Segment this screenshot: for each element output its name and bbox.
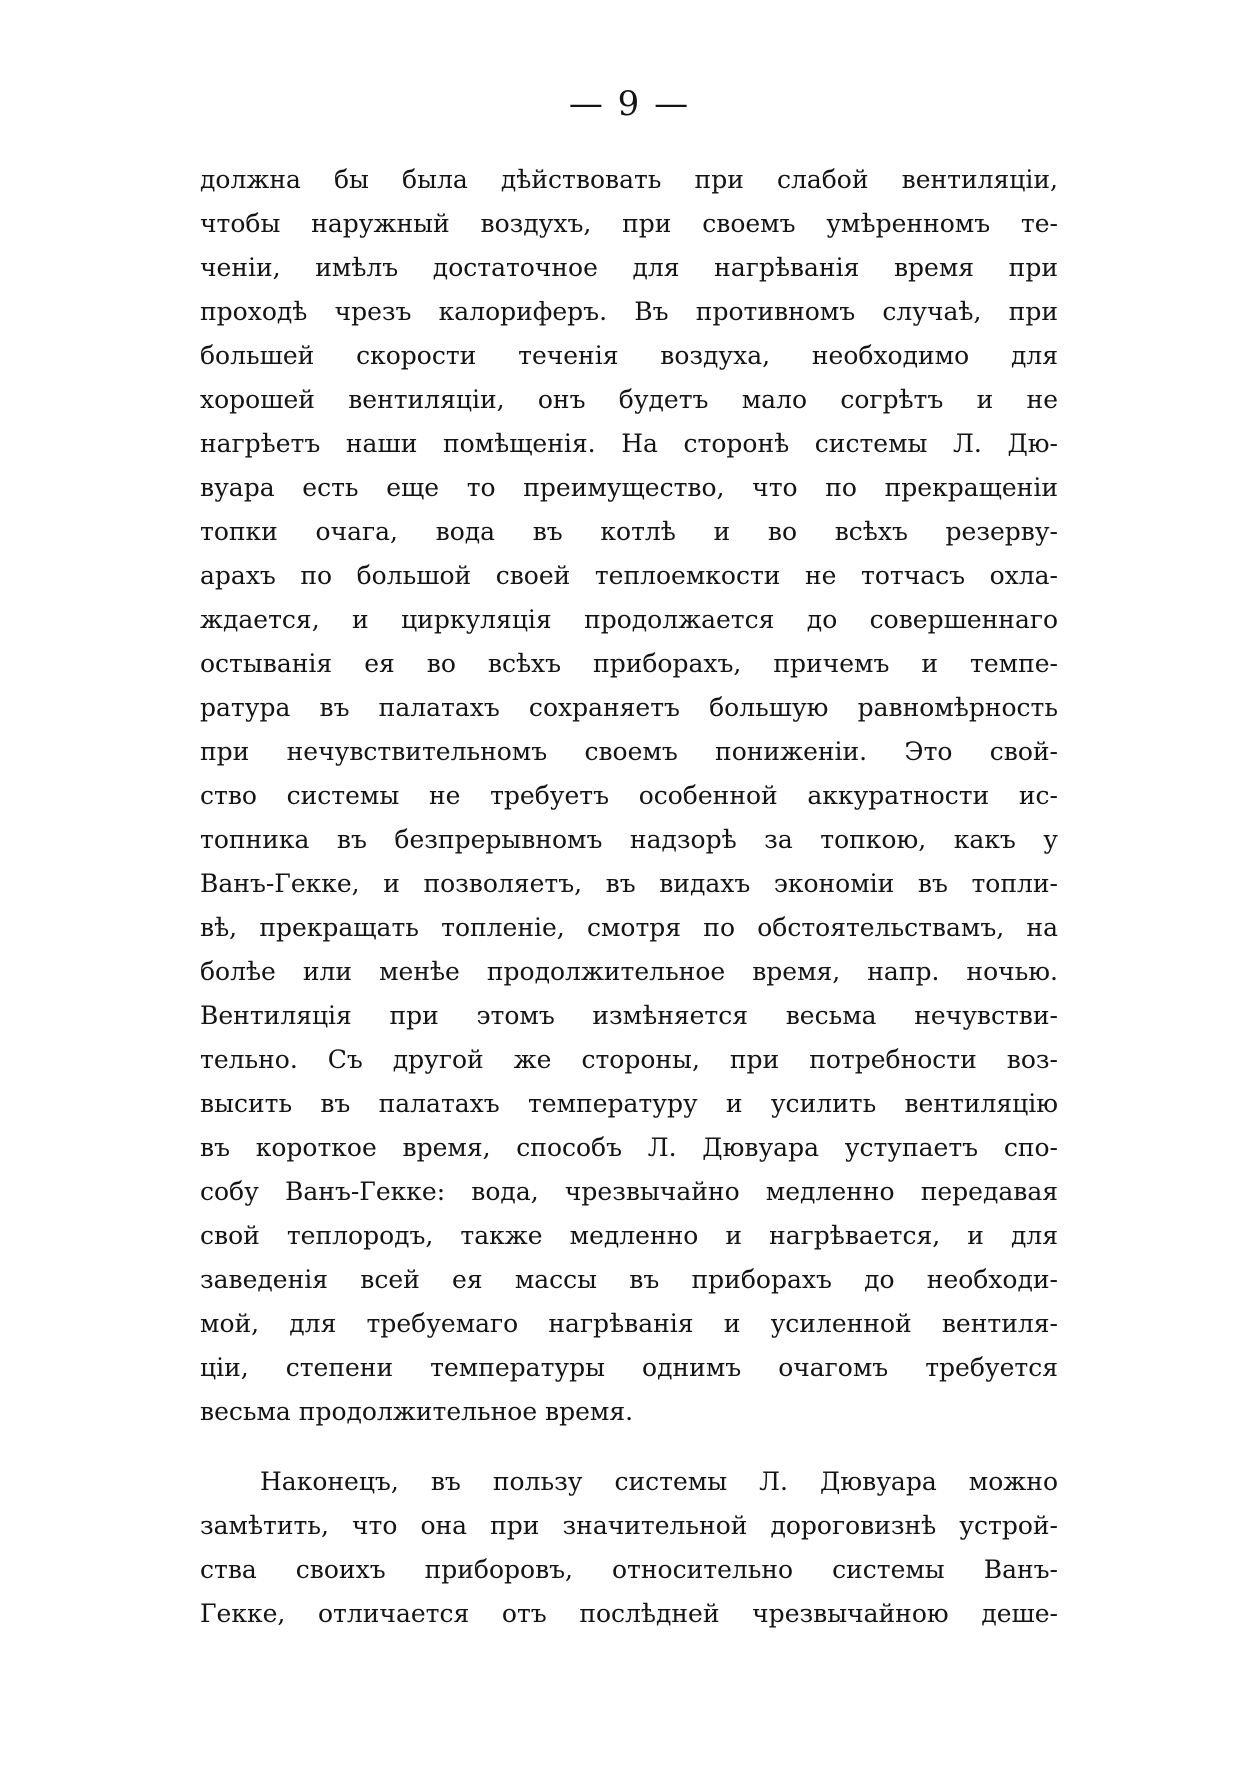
- text-line: большей скорости теченія воздуха, необходимо для: [200, 341, 1058, 370]
- text-line: ратура въ палатахъ сохраняетъ большую равномѣрность: [200, 693, 1058, 722]
- text-line: должна бы была дѣйствовать при слабой вентиляціи,: [200, 165, 1058, 194]
- text-line: топника въ безпрерывномъ надзорѣ за топкою, какъ у: [200, 825, 1058, 854]
- text-line: ства своихъ приборовъ, относительно системы Ванъ-: [200, 1555, 1058, 1584]
- text-line: хорошей вентиляціи, онъ будетъ мало согрѣтъ и не: [200, 385, 1058, 414]
- text-line: Ванъ-Гекке, и позволяетъ, въ видахъ экономіи въ топли-: [200, 869, 1058, 898]
- text-line: замѣтить, что она при значительной дороговизнѣ устрой-: [200, 1511, 1058, 1540]
- text-line: тельно. Съ другой же стороны, при потребности воз-: [200, 1045, 1058, 1074]
- text-line: Вентиляція при этомъ измѣняется весьма нечувстви-: [200, 1001, 1058, 1030]
- paragraph-1: [200, 158, 1058, 1434]
- text-line: нагрѣетъ наши помѣщенія. На сторонѣ системы Л. Дю-: [200, 429, 1058, 458]
- page-number: — 9 —: [568, 84, 691, 124]
- text-line: болѣе или менѣе продолжительное время, напр. ночью.: [200, 957, 1058, 986]
- paragraph-2: [200, 1460, 1058, 1636]
- text-line: проходѣ чрезъ калориферъ. Въ противномъ случаѣ, при: [200, 297, 1058, 326]
- text-line: арахъ по большой своей теплоемкости не тотчасъ охла-: [200, 561, 1058, 590]
- text-line: ченіи, имѣлъ достаточное для нагрѣванія время при: [200, 253, 1058, 282]
- text-line: Наконецъ, въ пользу системы Л. Дювуара можно: [260, 1467, 1058, 1496]
- text-line: собу Ванъ-Гекке: вода, чрезвычайно медленно передавая: [200, 1177, 1058, 1206]
- text-line: чтобы наружный воздухъ, при своемъ умѣренномъ те-: [200, 209, 1058, 238]
- text-line: мой, для требуемаго нагрѣванія и усиленной вентиля-: [200, 1309, 1058, 1338]
- text-line: ціи, степени температуры однимъ очагомъ требуется: [200, 1353, 1058, 1382]
- text-line: высить въ палатахъ температуру и усилить вентиляцію: [200, 1089, 1058, 1118]
- text-line: свой теплородъ, также медленно и нагрѣвается, и для: [200, 1221, 1058, 1250]
- text-line: вѣ, прекращать топленіе, смотря по обстоятельствамъ, на: [200, 913, 1058, 942]
- text-line: топки очага, вода въ котлѣ и во всѣхъ резерву-: [200, 517, 1058, 546]
- text-line: вуара есть еще то преимущество, что по прекращеніи: [200, 473, 1058, 502]
- text-line: въ короткое время, способъ Л. Дювуара уступаетъ спо-: [200, 1133, 1058, 1162]
- text-line: при нечувствительномъ своемъ пониженіи. Это свой-: [200, 737, 1058, 766]
- text-line: остыванія ея во всѣхъ приборахъ, причемъ и темпе-: [200, 649, 1058, 678]
- text-line: весьма продолжительное время.: [200, 1397, 634, 1426]
- text-line: заведенія всей ея массы въ приборахъ до необходи-: [200, 1265, 1058, 1294]
- text-line: ждается, и циркуляція продолжается до совершеннаго: [200, 605, 1058, 634]
- text-line: Гекке, отличается отъ послѣдней чрезвычайною деше-: [200, 1599, 1058, 1628]
- text-line: ство системы не требуетъ особенной аккуратности ис-: [200, 781, 1058, 810]
